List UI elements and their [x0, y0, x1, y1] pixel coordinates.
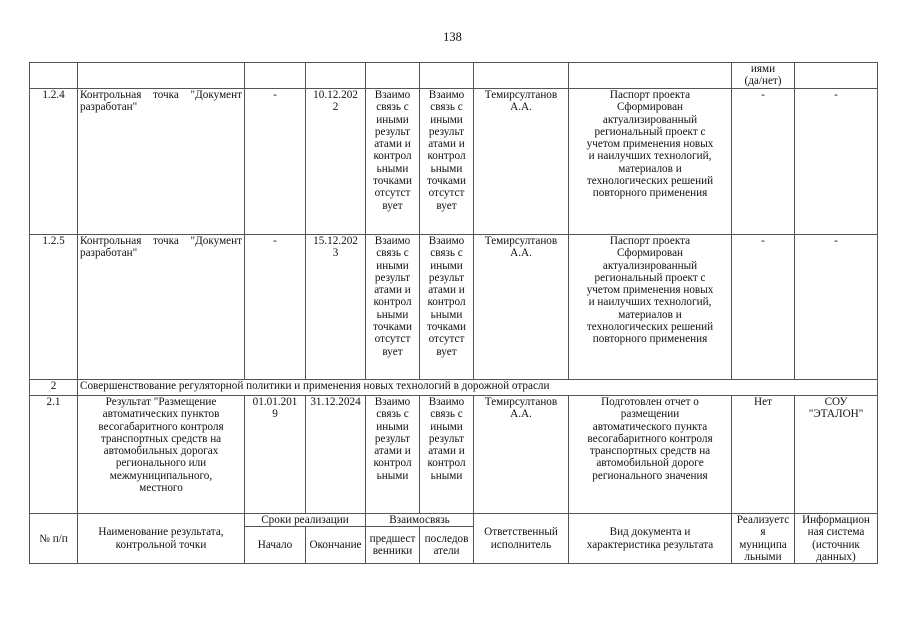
cell-end: 31.12.2024: [306, 396, 366, 514]
cell-responsible: Темирсултанов А.А.: [474, 89, 569, 235]
cell-successors: Взаимо связь с иными результ атами и контрол ьными: [420, 396, 474, 514]
cell-end: 10.12.202 2: [306, 89, 366, 235]
cell-empty: [795, 63, 878, 89]
header-predecessors: предшест венники: [366, 527, 420, 564]
cell-empty: [420, 63, 474, 89]
cell-name: Контрольная точка "Документ разработан": [78, 235, 245, 380]
cell-predecessors: Взаимо связь с иными результ атами и контрол ьными: [366, 396, 420, 514]
cell-successors: Взаимо связь с иными результ атами и контрол ьными точками отсутст вует: [420, 89, 474, 235]
section-num: 2: [30, 380, 78, 396]
section-title: Совершенствование регуляторной политики и применения новых технологий в дорожной отрасли: [78, 380, 878, 396]
cell-document: Подготовлен отчет о размещении автоматического пункта весогабаритного контроля транспортных средств на автомобильной дороге регионального значения: [569, 396, 732, 514]
cell-system: -: [795, 235, 878, 380]
section-row: [30, 380, 878, 396]
cell-num: 1.2.5: [30, 235, 78, 380]
cell-system: СОУ "ЭТАЛОН": [795, 396, 878, 514]
cell-name: Контрольная точка "Документ разработан": [78, 89, 245, 235]
cell-num: 2.1: [30, 396, 78, 514]
cell-start: -: [245, 235, 306, 380]
page-number: 138: [443, 30, 462, 44]
continuation-row: [30, 63, 878, 89]
cell-predecessors: Взаимо связь с иными результ атами и контрол ьными точками отсутст вует: [366, 235, 420, 380]
header-realized: Реализуетс я муниципа льными: [732, 514, 795, 564]
cell-document: Паспорт проекта Сформирован актуализированный региональный проект с учетом применения новых и наилучших технологий, материалов и технологических решений повторного применения: [569, 89, 732, 235]
cell-end: 15.12.202 3: [306, 235, 366, 380]
cell-predecessors: Взаимо связь с иными результ атами и контрол ьными точками отсутст вует: [366, 89, 420, 235]
cell-empty: [78, 63, 245, 89]
cell-responsible: Темирсултанов А.А.: [474, 396, 569, 514]
cell-empty: [569, 63, 732, 89]
header-terms: Сроки реализации: [245, 514, 366, 527]
cell-realized: Нет: [732, 396, 795, 514]
header-successors: последов атели: [420, 527, 474, 564]
table-row: [30, 235, 878, 380]
header-start: Начало: [245, 527, 306, 564]
cell-start: 01.01.201 9: [245, 396, 306, 514]
cell-name: Результат "Размещение автоматических пунктов весогабаритного контроля транспортных средств на автомобильных дорогах регионального или межмуниципального, местного: [78, 396, 245, 514]
cell-successors: Взаимо связь с иными результ атами и контрол ьными точками отсутст вует: [420, 235, 474, 380]
results-table: [29, 62, 878, 564]
header-document: Вид документа и характеристика результата: [569, 514, 732, 564]
header-name: Наименование результата, контрольной точки: [78, 514, 245, 564]
cell-empty: [474, 63, 569, 89]
table-row: [30, 89, 878, 235]
header-responsible: Ответственный исполнитель: [474, 514, 569, 564]
cell-empty: [366, 63, 420, 89]
cell-num: 1.2.4: [30, 89, 78, 235]
cell-empty: [306, 63, 366, 89]
header-link: Взаимосвязь: [366, 514, 474, 527]
cell-start: -: [245, 89, 306, 235]
header-end: Окончание: [306, 527, 366, 564]
cell-realized: -: [732, 89, 795, 235]
cell-realized: иями (да/нет): [732, 63, 795, 89]
cell-realized: -: [732, 235, 795, 380]
cell-document: Паспорт проекта Сформирован актуализированный региональный проект с учетом применения новых и наилучших технологий, материалов и технологических решений повторного применения: [569, 235, 732, 380]
cell-empty: [30, 63, 78, 89]
cell-responsible: Темирсултанов А.А.: [474, 235, 569, 380]
header-system: Информацион ная система (источник данных): [795, 514, 878, 564]
table-row: [30, 396, 878, 514]
cell-empty: [245, 63, 306, 89]
header-num: № п/п: [30, 514, 78, 564]
cell-system: -: [795, 89, 878, 235]
header-row: [30, 514, 878, 527]
